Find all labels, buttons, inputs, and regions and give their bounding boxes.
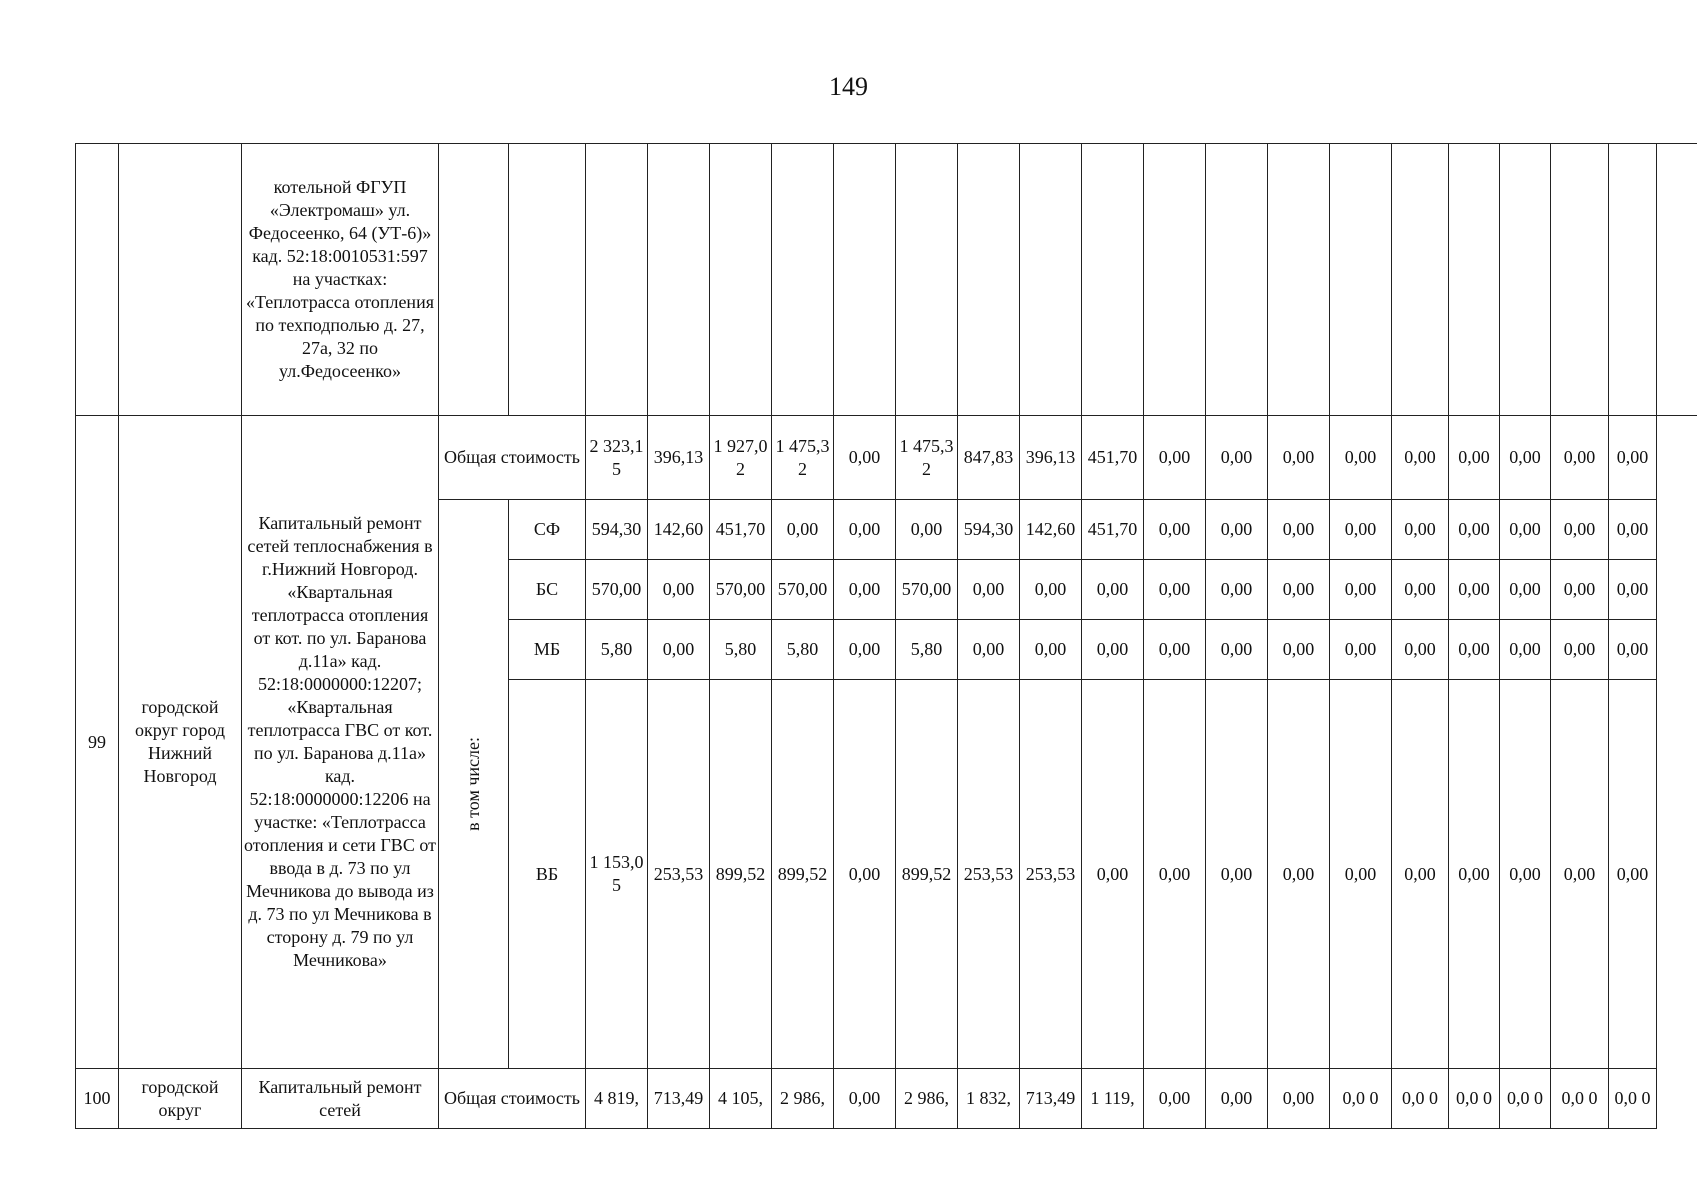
value-cell: 0,00 bbox=[1268, 416, 1330, 500]
value-cell: 0,00 bbox=[1144, 416, 1206, 500]
value-cell: 1 475,32 bbox=[772, 416, 834, 500]
cell bbox=[119, 144, 242, 416]
value-cell: 0,00 bbox=[1609, 680, 1657, 1069]
value-cell: 0,00 bbox=[1082, 680, 1144, 1069]
value-cell: 0,0 0 bbox=[1392, 1069, 1449, 1129]
object-name-continued: котельной ФГУП «Электромаш» ул. Федосеенко, 64 (УТ-6)» кад. 52:18:0010531:597 на участках: «Теплотрасса отопления по техподполью д. 27, 27а, 32 по ул.Федосеенко» bbox=[242, 144, 439, 416]
value-cell: 0,00 bbox=[1330, 680, 1392, 1069]
value-cell: 451,70 bbox=[1082, 416, 1144, 500]
value-cell: 0,00 bbox=[1330, 620, 1392, 680]
value-cell: 0,00 bbox=[1144, 500, 1206, 560]
value-cell: 899,52 bbox=[772, 680, 834, 1069]
value-cell: 0,00 bbox=[1449, 560, 1500, 620]
municipality: городской округ город Нижний Новгород bbox=[119, 416, 242, 1069]
value-cell: 713,49 bbox=[1020, 1069, 1082, 1129]
value-cell: 713,49 bbox=[648, 1069, 710, 1129]
row-number: 100 bbox=[76, 1069, 119, 1129]
cell bbox=[1020, 144, 1082, 416]
value-cell: 0,00 bbox=[1392, 500, 1449, 560]
value-cell: 2 323,15 bbox=[586, 416, 648, 500]
value-cell: 253,53 bbox=[1020, 680, 1082, 1069]
value-cell: 0,00 bbox=[1449, 620, 1500, 680]
value-cell: 0,00 bbox=[896, 500, 958, 560]
value-cell: 0,00 bbox=[1268, 620, 1330, 680]
cell bbox=[648, 144, 710, 416]
value-cell: 0,0 0 bbox=[1609, 1069, 1657, 1129]
cell bbox=[1144, 144, 1206, 416]
cell bbox=[586, 144, 648, 416]
value-cell: 2 986, bbox=[896, 1069, 958, 1129]
value-cell: 0,00 bbox=[1144, 1069, 1206, 1129]
investment-program-table bbox=[75, 143, 1697, 1129]
source-label: БС bbox=[509, 560, 586, 620]
value-cell: 0,00 bbox=[1392, 560, 1449, 620]
value-cell: 0,00 bbox=[1551, 416, 1609, 500]
value-cell: 451,70 bbox=[1082, 500, 1144, 560]
object-name: Капитальный ремонт сетей bbox=[242, 1069, 439, 1129]
value-cell: 0,00 bbox=[834, 560, 896, 620]
cell bbox=[834, 144, 896, 416]
value-cell: 0,00 bbox=[1144, 680, 1206, 1069]
value-cell: 899,52 bbox=[896, 680, 958, 1069]
value-cell: 0,00 bbox=[1392, 416, 1449, 500]
value-cell: 451,70 bbox=[710, 500, 772, 560]
value-cell: 0,00 bbox=[834, 416, 896, 500]
value-cell: 0,0 0 bbox=[1551, 1069, 1609, 1129]
value-cell: 1 153,05 bbox=[586, 680, 648, 1069]
cell bbox=[1657, 144, 1697, 416]
object-name: Капитальный ремонт сетей теплоснабжения в г.Нижний Новгород. «Квартальная теплотрасса отопления от кот. по ул. Баранова д.11а» кад. 52:18:0000000:12207; «Квартальная теплотрасса ГВС от кот. по ул. Баранова д.11а» кад. 52:18:0000000:12206 на участке: «Теплотрасса отопления и сети ГВС от ввода в д. 73 по ул Мечникова до вывода из д. 73 по ул Мечникова в сторону д. 79 по ул Мечникова» bbox=[242, 416, 439, 1069]
value-cell: 0,00 bbox=[1551, 500, 1609, 560]
value-cell: 2 986, bbox=[772, 1069, 834, 1129]
cell bbox=[896, 144, 958, 416]
value-cell: 0,00 bbox=[648, 560, 710, 620]
value-cell: 0,00 bbox=[1206, 500, 1268, 560]
value-cell: 0,00 bbox=[1144, 560, 1206, 620]
cell bbox=[1330, 144, 1392, 416]
value-cell: 0,0 0 bbox=[1500, 1069, 1551, 1129]
value-cell: 0,00 bbox=[1609, 416, 1657, 500]
value-cell: 142,60 bbox=[1020, 500, 1082, 560]
value-cell: 142,60 bbox=[648, 500, 710, 560]
value-cell: 0,00 bbox=[1330, 500, 1392, 560]
value-cell: 0,00 bbox=[1551, 680, 1609, 1069]
value-cell: 0,00 bbox=[1206, 680, 1268, 1069]
continuation-row bbox=[76, 144, 1697, 416]
value-cell: 0,00 bbox=[1449, 680, 1500, 1069]
value-cell: 0,00 bbox=[1020, 620, 1082, 680]
value-cell: 1 832, bbox=[958, 1069, 1020, 1129]
value-cell: 1 927,02 bbox=[710, 416, 772, 500]
value-cell: 0,00 bbox=[1392, 620, 1449, 680]
value-cell: 570,00 bbox=[896, 560, 958, 620]
cell bbox=[1206, 144, 1268, 416]
value-cell: 0,00 bbox=[958, 560, 1020, 620]
value-cell: 0,00 bbox=[1392, 680, 1449, 1069]
value-cell: 396,13 bbox=[1020, 416, 1082, 500]
value-cell: 0,00 bbox=[1449, 416, 1500, 500]
value-cell: 0,00 bbox=[1500, 500, 1551, 560]
value-cell: 0,00 bbox=[1206, 560, 1268, 620]
cell bbox=[439, 144, 509, 416]
value-cell: 0,00 bbox=[1500, 620, 1551, 680]
value-cell: 0,00 bbox=[1082, 560, 1144, 620]
cell bbox=[958, 144, 1020, 416]
cell bbox=[76, 144, 119, 416]
value-cell: 1 119, bbox=[1082, 1069, 1144, 1129]
value-cell: 594,30 bbox=[958, 500, 1020, 560]
total-cost-label: Общая стоимость bbox=[439, 1069, 586, 1129]
value-cell: 570,00 bbox=[772, 560, 834, 620]
row-99-total bbox=[76, 416, 1697, 500]
cell bbox=[772, 144, 834, 416]
value-cell: 0,00 bbox=[1206, 1069, 1268, 1129]
including-label: в том числе: bbox=[463, 737, 483, 831]
cell bbox=[1609, 144, 1657, 416]
value-cell: 0,00 bbox=[1206, 416, 1268, 500]
cell bbox=[1082, 144, 1144, 416]
value-cell: 0,00 bbox=[834, 680, 896, 1069]
value-cell: 0,00 bbox=[1206, 620, 1268, 680]
value-cell: 594,30 bbox=[586, 500, 648, 560]
value-cell: 0,00 bbox=[1268, 1069, 1330, 1129]
value-cell: 4 105, bbox=[710, 1069, 772, 1129]
value-cell: 0,00 bbox=[834, 500, 896, 560]
cell bbox=[1392, 144, 1449, 416]
cell bbox=[1551, 144, 1609, 416]
value-cell: 0,00 bbox=[1330, 560, 1392, 620]
value-cell: 1 475,32 bbox=[896, 416, 958, 500]
value-cell: 847,83 bbox=[958, 416, 1020, 500]
value-cell: 0,00 bbox=[1500, 416, 1551, 500]
source-label: ВБ bbox=[509, 680, 586, 1069]
value-cell: 4 819, bbox=[586, 1069, 648, 1129]
value-cell: 5,80 bbox=[586, 620, 648, 680]
value-cell: 0,00 bbox=[1144, 620, 1206, 680]
value-cell: 0,00 bbox=[1020, 560, 1082, 620]
page-number: 149 bbox=[829, 72, 868, 101]
value-cell: 0,00 bbox=[1551, 620, 1609, 680]
row-100-total bbox=[76, 1069, 1697, 1129]
value-cell: 0,00 bbox=[834, 1069, 896, 1129]
cell bbox=[509, 144, 586, 416]
source-label: СФ bbox=[509, 500, 586, 560]
cell bbox=[1268, 144, 1330, 416]
value-cell: 0,00 bbox=[1500, 680, 1551, 1069]
value-cell: 0,00 bbox=[1268, 680, 1330, 1069]
value-cell: 253,53 bbox=[958, 680, 1020, 1069]
value-cell: 0,00 bbox=[1500, 560, 1551, 620]
value-cell: 0,00 bbox=[1609, 620, 1657, 680]
value-cell: 5,80 bbox=[772, 620, 834, 680]
value-cell: 0,00 bbox=[1609, 560, 1657, 620]
value-cell: 396,13 bbox=[648, 416, 710, 500]
value-cell: 0,00 bbox=[1330, 416, 1392, 500]
value-cell: 0,00 bbox=[1268, 560, 1330, 620]
value-cell: 0,00 bbox=[834, 620, 896, 680]
value-cell: 0,0 0 bbox=[1330, 1069, 1392, 1129]
value-cell: 253,53 bbox=[648, 680, 710, 1069]
cell bbox=[1449, 144, 1500, 416]
value-cell: 5,80 bbox=[896, 620, 958, 680]
value-cell: 0,00 bbox=[1082, 620, 1144, 680]
value-cell: 0,00 bbox=[958, 620, 1020, 680]
value-cell: 0,00 bbox=[1268, 500, 1330, 560]
source-label: МБ bbox=[509, 620, 586, 680]
value-cell: 899,52 bbox=[710, 680, 772, 1069]
row-number: 99 bbox=[76, 416, 119, 1069]
total-cost-label: Общая стоимость bbox=[439, 416, 586, 500]
cell bbox=[1500, 144, 1551, 416]
value-cell: 570,00 bbox=[710, 560, 772, 620]
value-cell: 0,00 bbox=[1449, 500, 1500, 560]
value-cell: 0,0 0 bbox=[1449, 1069, 1500, 1129]
value-cell: 0,00 bbox=[772, 500, 834, 560]
value-cell: 5,80 bbox=[710, 620, 772, 680]
value-cell: 0,00 bbox=[648, 620, 710, 680]
municipality: городской округ bbox=[119, 1069, 242, 1129]
value-cell: 0,00 bbox=[1609, 500, 1657, 560]
cell bbox=[710, 144, 772, 416]
value-cell: 570,00 bbox=[586, 560, 648, 620]
value-cell: 0,00 bbox=[1551, 560, 1609, 620]
including-label-cell bbox=[439, 500, 509, 1069]
